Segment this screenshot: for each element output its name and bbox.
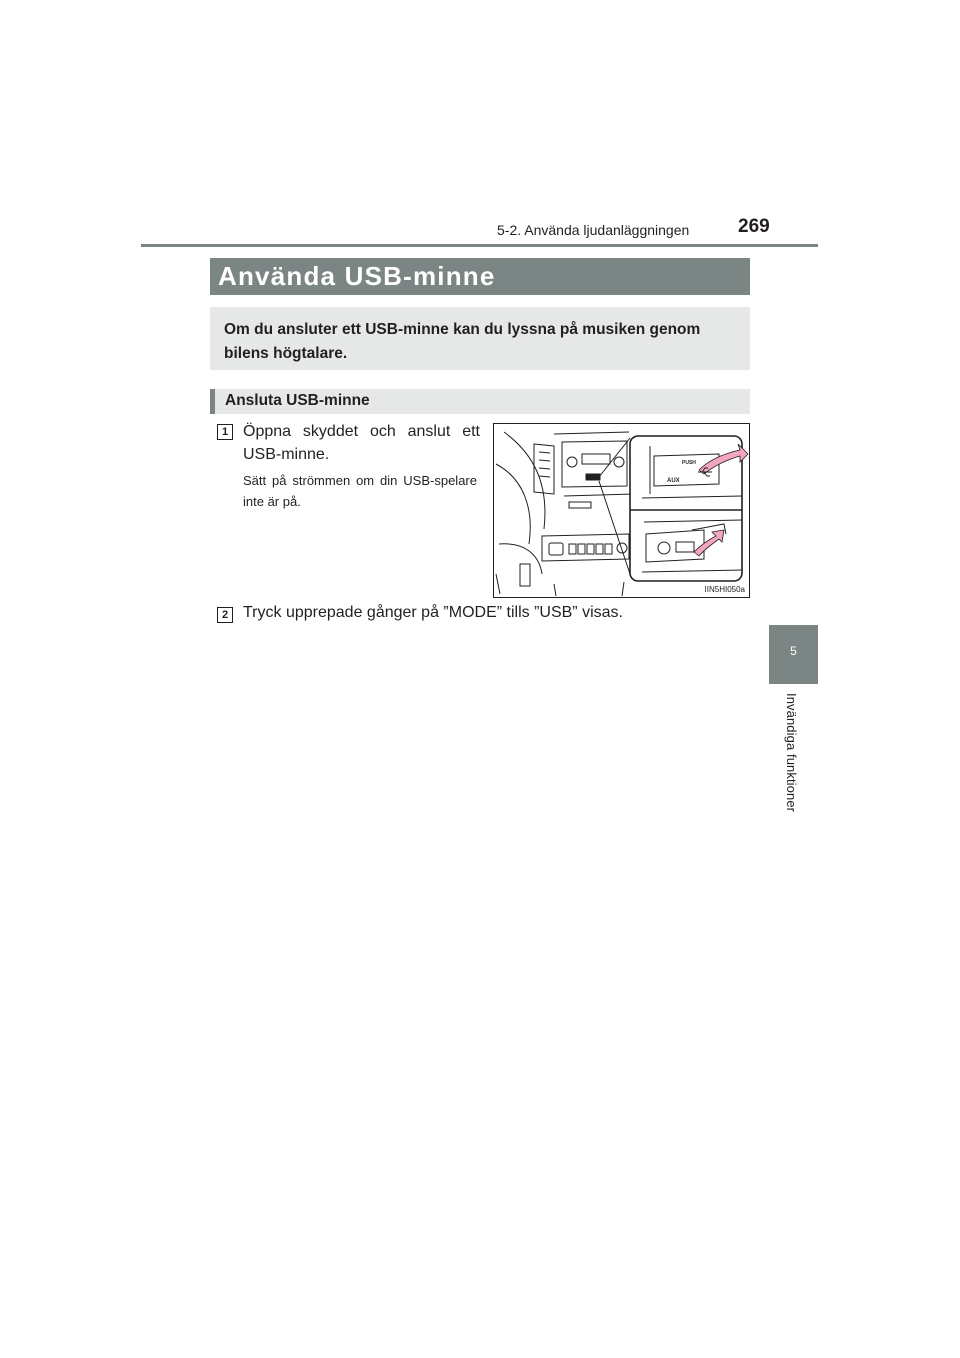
page-number: 269 — [738, 216, 770, 237]
page-title: Använda USB-minne — [218, 261, 496, 291]
subheading-bar — [210, 389, 750, 414]
dashboard-drawing — [494, 424, 750, 598]
step-note: Sätt på strömmen om din USB-spelare inte är på. — [243, 473, 477, 509]
step-text: Tryck upprepade gånger på ”MODE” tills ”USB” visas. — [243, 604, 623, 621]
push-label: PUSH — [682, 460, 696, 466]
intro-box — [210, 307, 750, 370]
header-rule — [141, 244, 818, 247]
aux-label: AUX — [667, 478, 680, 484]
chapter-label: Invändiga funktioner — [784, 693, 799, 813]
intro-text: Om du ansluter ett USB-minne kan du lyssna på musiken genom bilens högtalare. — [224, 321, 701, 362]
section-title: 5-2. Använda ljudanläggningen — [497, 222, 690, 238]
subheading-accent — [210, 389, 215, 414]
step-number-badge: 2 — [217, 607, 233, 623]
step-text: Öppna skyddet och anslut ett USB-minne. — [243, 423, 480, 463]
step-number-badge: 1 — [217, 424, 233, 440]
chapter-number: 5 — [790, 644, 797, 658]
title-banner — [210, 258, 750, 295]
chapter-tab — [769, 625, 818, 684]
illustration-code: IIN5HI050a — [704, 585, 745, 594]
usb-port-illustration — [493, 423, 750, 598]
subheading: Ansluta USB-minne — [225, 392, 370, 409]
